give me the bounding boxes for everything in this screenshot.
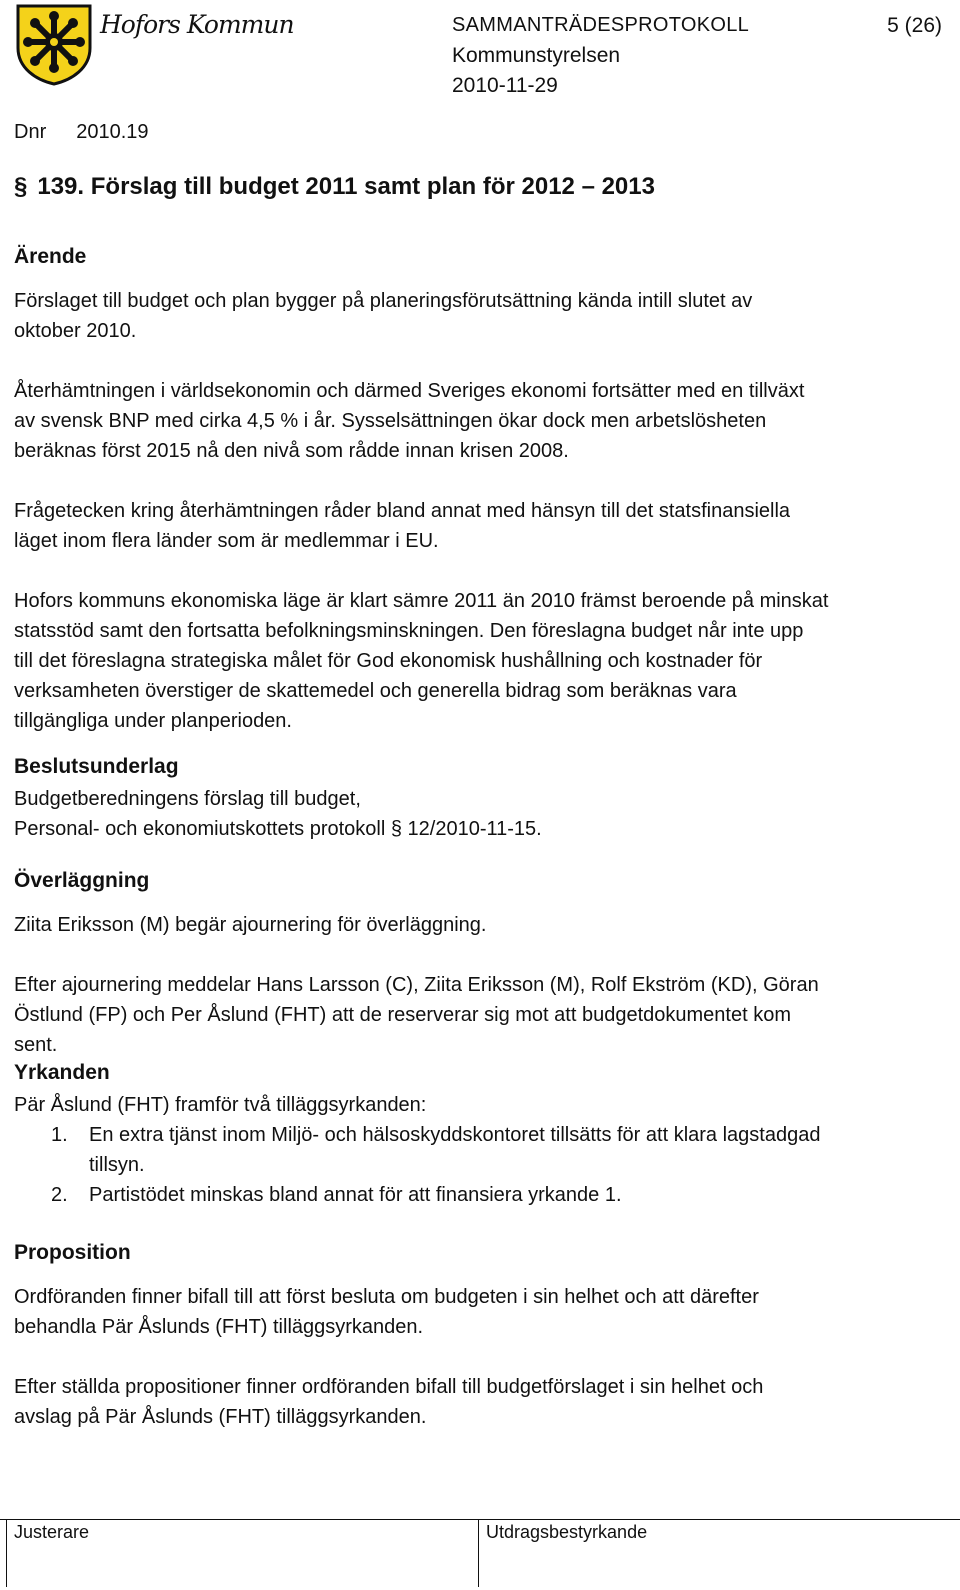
text-line: sent. (14, 1034, 58, 1056)
arende-paragraph-4 (14, 586, 944, 736)
proposition-paragraph-2 (14, 1372, 944, 1432)
text-line: beräknas först 2015 nå den nivå som rådde innan krisen 2008. (14, 440, 569, 462)
dnr-value: 2010.19 (76, 121, 149, 143)
text-line: läget inom flera länder som är medlemmar i EU. (14, 530, 439, 552)
text-line: behandla Pär Åslunds (FHT) tilläggsyrkanden. (14, 1316, 424, 1338)
text-line: Efter ställda propositioner finner ordföranden bifall till budgetförslaget i sin helhet och (14, 1376, 764, 1398)
beslutsunderlag-text (14, 784, 944, 844)
text-line: tillsyn. (89, 1154, 145, 1176)
arende-paragraph-1 (14, 286, 944, 346)
overlaggning-heading: Överläggning (14, 869, 150, 892)
text-line: Östlund (FP) och Per Åslund (FHT) att de reserverar sig mot att budgetdokumentet kom (14, 1004, 791, 1026)
page-number: 5 (26) (887, 14, 942, 37)
proposition-paragraph-1 (14, 1282, 944, 1342)
arende-paragraph-3 (14, 496, 944, 556)
municipality-name: Hofors Kommun (100, 10, 294, 39)
text-line: Budgetberedningens förslag till budget, (14, 788, 361, 810)
text-line: tillgängliga under planperioden. (14, 710, 292, 732)
text-line: till det föreslagna strategiska målet för God ekonomisk hushållning och kostnader för (14, 650, 763, 672)
text-line: statsstöd samt den fortsatta befolkningsminskningen. Den föreslagna budget når inte upp (14, 620, 804, 642)
list-item-number: 1. (51, 1124, 68, 1146)
utdragsbestyrkande-label: Utdragsbestyrkande (486, 1522, 648, 1542)
text-line: Efter ajournering meddelar Hans Larsson (C), Ziita Eriksson (M), Rolf Ekström (KD), Göran (14, 974, 819, 996)
utdrag-box-left-border (478, 1519, 479, 1587)
text-line: Personal- och ekonomiutskottets protokoll § 12/2010-11-15. (14, 818, 542, 840)
municipal-crest-logo (14, 2, 94, 86)
yrkanden-heading: Yrkanden (14, 1061, 110, 1084)
dnr-label: Dnr (14, 121, 47, 143)
meeting-date: 2010-11-29 (452, 74, 558, 97)
text-line: Hofors kommuns ekonomiska läge är klart sämre 2011 än 2010 främst beroende på minskat (14, 590, 829, 612)
organ-name: Kommunstyrelsen (452, 44, 621, 67)
section-symbol: § (14, 173, 28, 200)
overlaggning-paragraph-1: Ziita Eriksson (M) begär ajournering för överläggning. (14, 914, 487, 936)
section-number: 139. (37, 173, 85, 200)
text-line: Frågetecken kring återhämtningen råder bland annat med hänsyn till det statsfinansiella (14, 500, 791, 522)
list-item (51, 1120, 960, 1180)
yrkanden-intro: Pär Åslund (FHT) framför två tilläggsyrkanden: (14, 1094, 427, 1116)
arende-paragraph-2 (14, 376, 944, 466)
protocol-title: SAMMANTRÄDESPROTOKOLL (452, 14, 750, 36)
text-line: avslag på Pär Åslunds (FHT) tilläggsyrkanden. (14, 1406, 427, 1428)
section-title (14, 173, 655, 201)
section-title-text: Förslag till budget 2011 samt plan för 2012 – 2013 (90, 173, 655, 200)
text-line: Återhämtningen i världsekonomin och därmed Sveriges ekonomi fortsätter med en tillväxt (14, 380, 805, 402)
overlaggning-paragraph-2 (14, 970, 944, 1060)
text-line: Förslaget till budget och plan bygger på planeringsförutsättning kända intill slutet av (14, 290, 753, 312)
text-line: Ordföranden finner bifall till att först besluta om budgeten i sin helhet och att därefter (14, 1286, 759, 1308)
dnr-line (14, 121, 149, 144)
beslutsunderlag-heading: Beslutsunderlag (14, 755, 179, 778)
justerare-box-left-border (6, 1519, 7, 1587)
proposition-heading: Proposition (14, 1241, 131, 1264)
footer-divider (0, 1519, 960, 1520)
text-line: av svensk BNP med cirka 4,5 % i år. Sysselsättningen ökar dock men arbetslösheten (14, 410, 767, 432)
text-line: oktober 2010. (14, 320, 137, 342)
text-line: verksamheten överstiger de skattemedel och generella bidrag som beräknas vara (14, 680, 737, 702)
list-item (51, 1180, 960, 1210)
text-line: Partistödet minskas bland annat för att finansiera yrkande 1. (89, 1184, 622, 1206)
list-item-number: 2. (51, 1184, 68, 1206)
text-line: En extra tjänst inom Miljö- och hälsoskyddskontoret tillsätts för att klara lagstadgad (89, 1124, 821, 1146)
arende-heading: Ärende (14, 245, 87, 268)
justerare-label: Justerare (14, 1522, 90, 1542)
